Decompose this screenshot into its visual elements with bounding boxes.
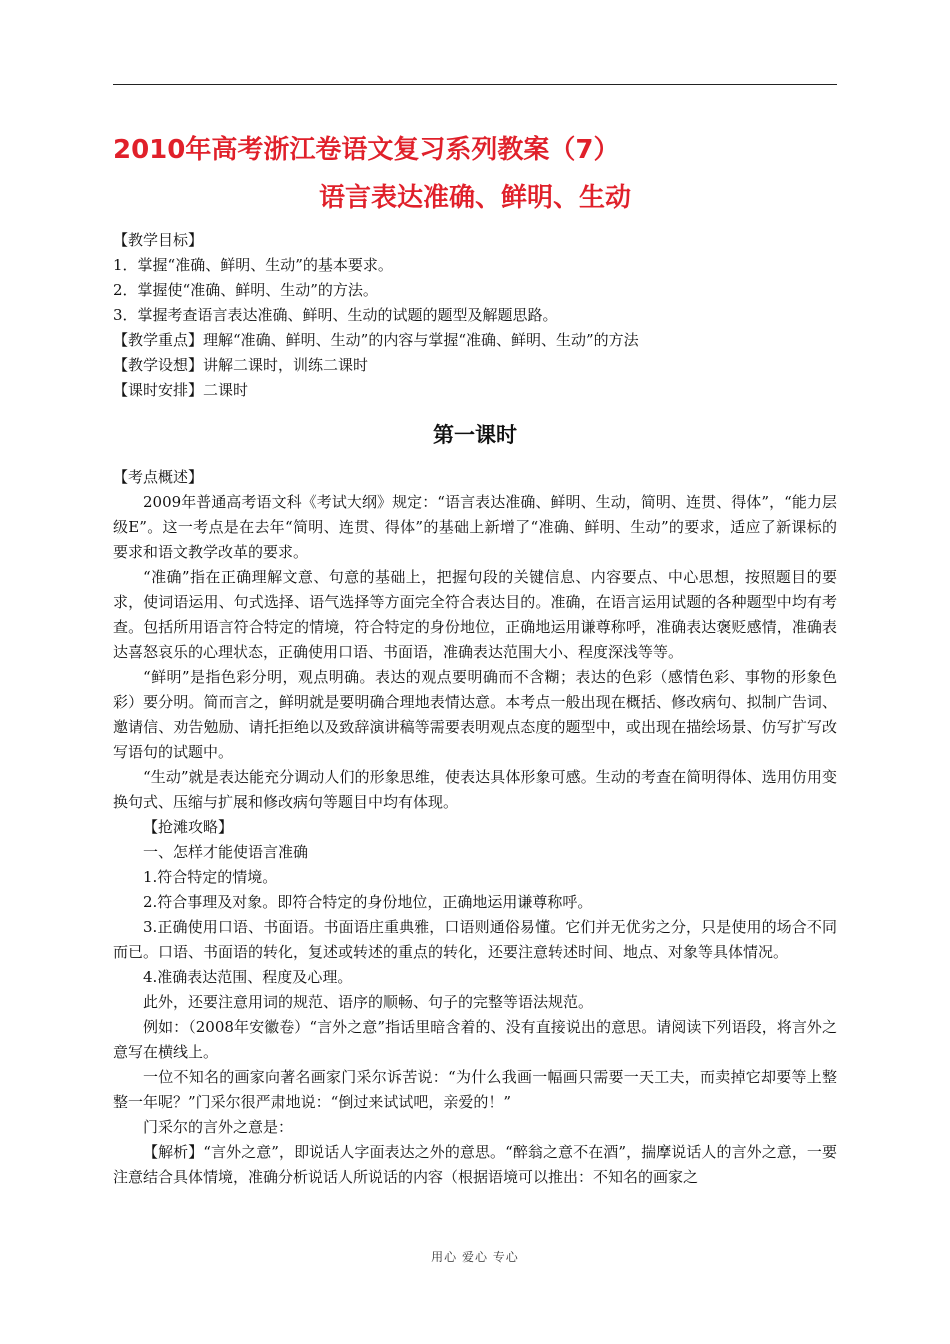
teaching-focus: 【教学重点】理解“准确、鲜明、生动”的内容与掌握“准确、鲜明、生动”的方法 — [113, 331, 639, 349]
example-passage: 一位不知名的画家向著名画家门采尔诉苦说：“为什么我画一幅画只需要一天工夫，而卖掉它却要等上整整一年呢？”门采尔很严肃地说：“倒过来试试吧，亲爱的！” — [113, 1068, 837, 1111]
body-paragraph: “准确”指在正确理解文意、句意的基础上，把握句段的关键信息、内容要点、中心思想，按照题目的要求，使词语运用、句式选择、语气选择等方面完全符合表达目的。准确，在语言运用试题的各种题型中均有考查。包括所用语言符合特定的情境，符合特定的身份地位，正确地运用谦尊称呼，准确表达褒贬感情，准确表达喜怒哀乐的心理状态，正确使用口语、书面语，准确表达范围大小、程度深浅等等。 — [113, 568, 837, 661]
example-paragraph: 例如：（2008年安徽卷）“言外之意”指话里暗含着的、没有直接说出的意思。请阅读下列语段，将言外之意写在横线上。 — [113, 1018, 837, 1061]
body-paragraph: “生动”就是表达能充分调动人们的形象思维，使表达具体形象可感。生动的考查在简明得体、选用仿用变换句式、压缩与扩展和修改病句等题目中均有体现。 — [113, 768, 837, 811]
analysis-paragraph: 【解析】“言外之意”，即说话人字面表达之外的意思。“醉翁之意不在酒”，揣摩说话人的言外之意，一要注意结合具体情境，准确分析说话人所说话的内容（根据语境可以推出：不知名的画家之 — [113, 1143, 837, 1186]
list-item: 4.准确表达范围、程度及心理。 — [143, 968, 353, 986]
body-paragraph: 2009年普通高考语文科《考试大纲》规定：“语言表达准确、鲜明、生动，简明、连贯、得体”，“能力层级E”。这一考点是在去年“简明、连贯、得体”的基础上新增了“准确、鲜明、生动”的要求，适应了新课标的要求和语文教学改革的要求。 — [113, 493, 837, 561]
body-paragraph: 此外，还要注意用词的规范、语序的顺畅、句子的完整等语法规范。 — [143, 993, 594, 1011]
lesson-title: 第一课时 — [433, 423, 517, 447]
section-heading: 【考点概述】 — [113, 468, 204, 486]
list-item: 3.正确使用口语、书面语。书面语庄重典雅，口语则通俗易懂。它们并无优劣之分，只是使用的场合不同而已。口语、书面语的转化，复述或转述的重点的转化，还要注意转述时间、地点、对象等具体情况。 — [113, 918, 837, 961]
header-rule — [113, 84, 837, 85]
list-item: 1.符合特定的情境。 — [143, 868, 278, 886]
objective-item: 2．掌握使“准确、鲜明、生动”的方法。 — [113, 281, 378, 299]
strategy-heading: 【抢滩攻略】 — [143, 818, 234, 836]
answer-prompt: 门采尔的言外之意是： — [143, 1118, 294, 1136]
objective-item: 1．掌握“准确、鲜明、生动”的基本要求。 — [113, 256, 393, 274]
teaching-plan: 【教学设想】讲解二课时，训练二课时 — [113, 356, 369, 374]
objective-item: 3．掌握考查语言表达准确、鲜明、生动的试题的题型及解题思路。 — [113, 306, 558, 324]
document-title: 2010年高考浙江卷语文复习系列教案（7） — [113, 135, 620, 165]
subsection-heading: 一、怎样才能使语言准确 — [143, 843, 309, 861]
body-paragraph: “鲜明”是指色彩分明，观点明确。表达的观点要明确而不含糊；表达的色彩（感情色彩、事物的形象色彩）要分明。简而言之，鲜明就是要明确合理地表情达意。本考点一般出现在概括、修改病句、拟制广告词、邀请信、劝告勉励、请托拒绝以及致辞演讲稿等需要表明观点态度的题型中，或出现在描绘场景、仿写扩写改写语句的试题中。 — [113, 668, 837, 761]
schedule: 【课时安排】二课时 — [113, 381, 249, 399]
page-footer: 用心 爱心 专心 — [431, 1250, 519, 1264]
objectives-heading: 【教学目标】 — [113, 231, 204, 249]
document-body — [113, 130, 837, 1190]
list-item: 2.符合事理及对象。即符合特定的身份地位，正确地运用谦尊称呼。 — [143, 893, 593, 911]
document-subtitle: 语言表达准确、鲜明、生动 — [318, 183, 631, 213]
